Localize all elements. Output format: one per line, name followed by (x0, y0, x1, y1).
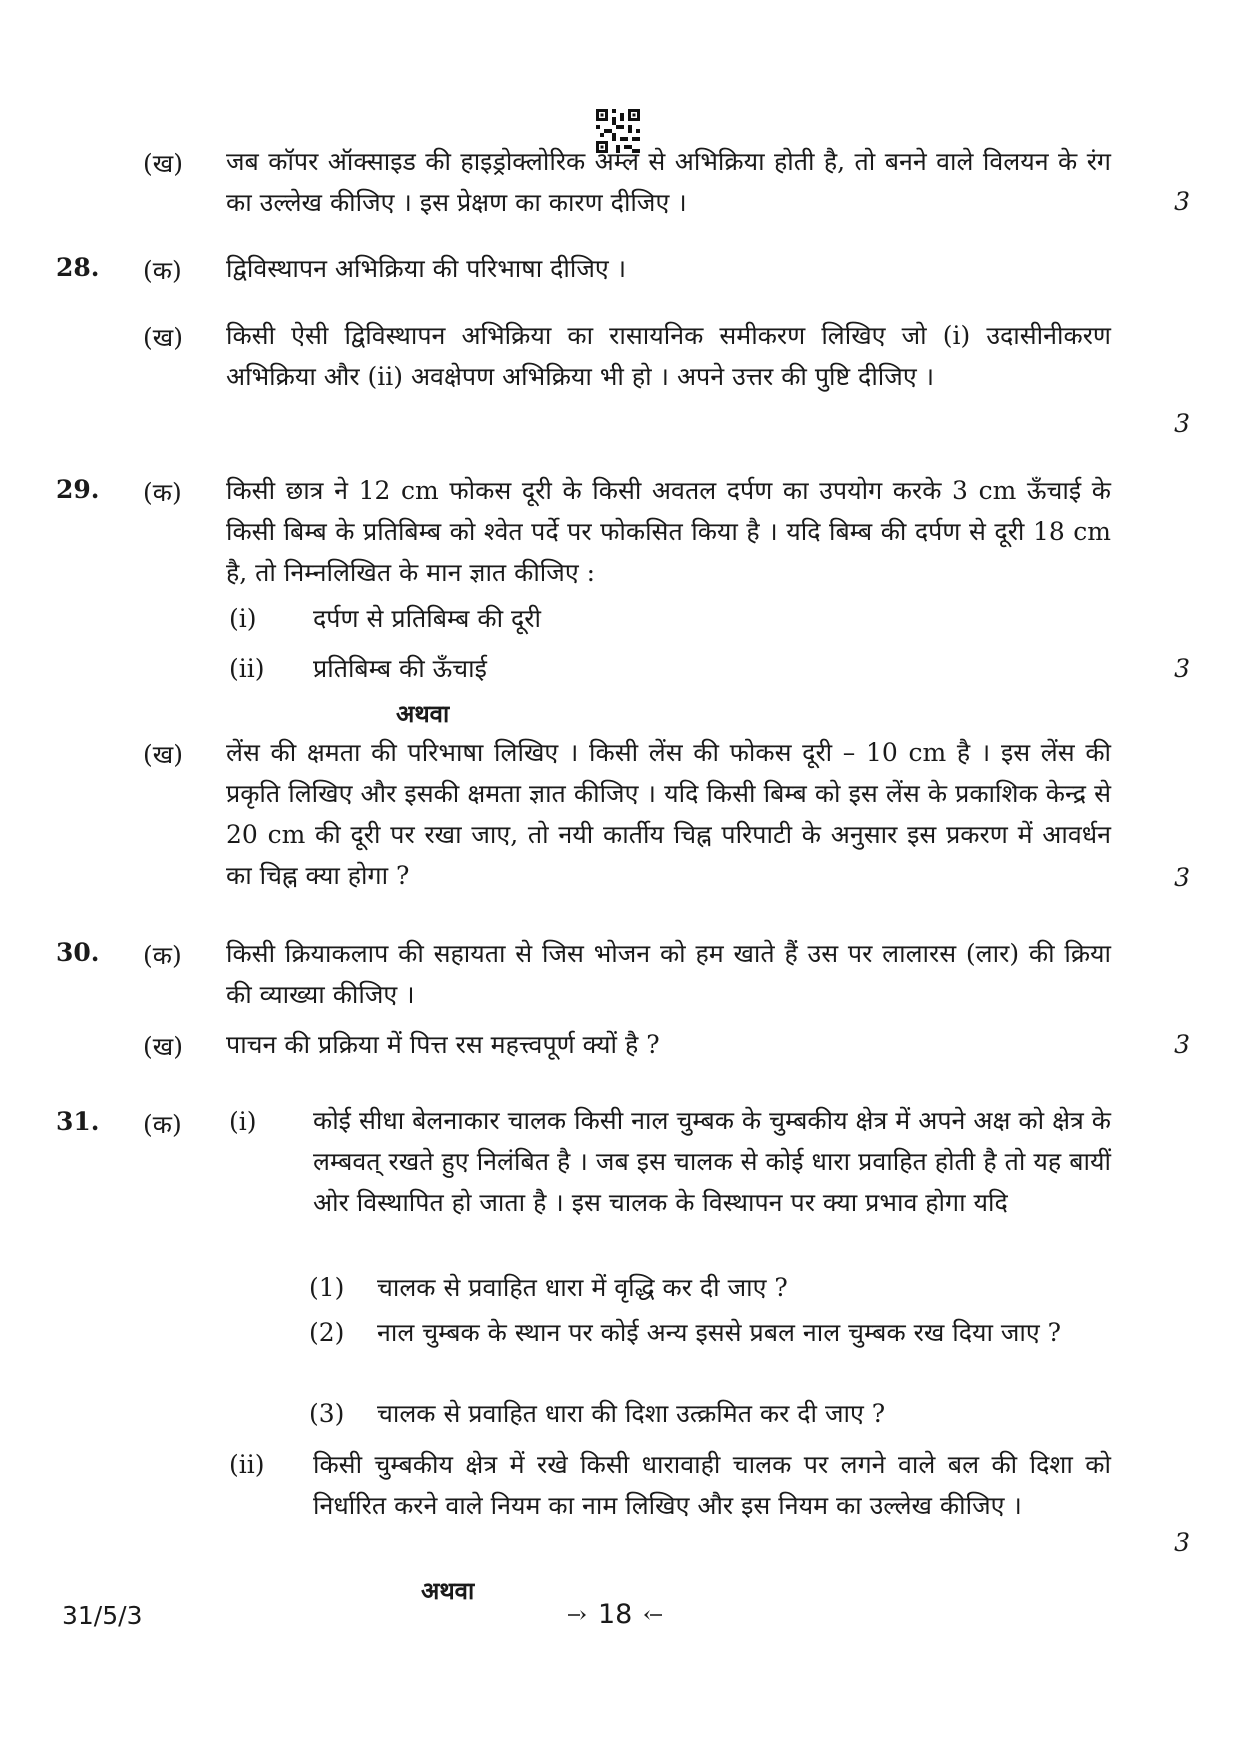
q31-i-text: कोई सीधा बेलनाकार चालक किसी नाल चुम्बक के चुम्बकीय क्षेत्र में अपने अक्ष को क्षेत्र के लम्बवत् रखते हुए निलंबित है । जब इस चालक से कोई धारा प्रवाहित होती है तो यह बायीं ओर विस्थापित हो जाता है । इस चालक के विस्थापन पर क्या प्रभाव होगा यदि (313, 1106, 1111, 1217)
q31-or: अथवा (421, 1576, 475, 1605)
q28-number: 28. (56, 253, 100, 282)
q31-sub1-label: (1) (309, 1273, 345, 1302)
q31-sub3-text: चालक से प्रवाहित धारा की दिशा उत्क्रमित कर दी जाए ? (377, 1399, 886, 1428)
q28-kha-label: (ख) (143, 323, 183, 352)
q29-kha-text: लेंस की क्षमता की परिभाषा लिखिए । किसी लेंस की फोकस दूरी – 10 cm है । इस लेंस की प्रकृति लिखिए और इसकी क्षमता ज्ञात कीजिए । यदि किसी बिम्ब को इस लेंस के प्रकाशिक केन्द्र से 20 cm की दूरी पर रखा जाए, तो नयी कार्तीय चिह्न परिपाटी के अनुसार इस प्रकरण में आवर्धन का चिह्न क्या होगा ? (226, 738, 1111, 890)
q29-i-text: दर्पण से प्रतिबिम्ब की दूरी (313, 604, 541, 633)
q28-kha-text: किसी ऐसी द्विविस्थापन अभिक्रिया का रासायनिक समीकरण लिखिए जो (i) उदासीनीकरण अभिक्रिया और (ii) अवक्षेपण अभिक्रिया भी हो । अपने उत्तर की पुष्टि दीजिए । (226, 321, 1111, 391)
q30-ka-label: (क) (143, 941, 182, 970)
q30-marks: 3 (1174, 1030, 1190, 1059)
q29-ii-text: प्रतिबिम्ब की ऊँचाई (313, 654, 487, 683)
q29-marks-a: 3 (1174, 654, 1190, 683)
q29-or: अथवा (396, 699, 450, 728)
q29-ka-text: किसी छात्र ने 12 cm फोकस दूरी के किसी अवतल दर्पण का उपयोग करके 3 cm ऊँचाई के किसी बिम्ब के प्रतिबिम्ब को श्वेत पर्दे पर फोकसित किया है । यदि बिम्ब की दर्पण से दूरी 18 cm है, तो निम्नलिखित के मान ज्ञात कीजिए : (226, 476, 1111, 587)
q31-ka-label: (क) (143, 1110, 182, 1139)
q31-sub1-text: चालक से प्रवाहित धारा में वृद्धि कर दी जाए ? (377, 1273, 788, 1302)
q29-marks-b: 3 (1174, 863, 1190, 892)
q29-ka-label: (क) (143, 478, 182, 507)
ornament-right-icon (640, 1609, 662, 1621)
ornament-left-icon (568, 1609, 590, 1621)
q31-ii-text: किसी चुम्बकीय क्षेत्र में रखे किसी धारावाही चालक पर लगने वाले बल की दिशा को निर्धारित करने वाले नियम का नाम लिखिए और इस नियम का उल्लेख कीजिए । (313, 1450, 1111, 1520)
q31-i-label: (i) (229, 1107, 257, 1136)
q28-ka-text: द्विविस्थापन अभिक्रिया की परिभाषा दीजिए । (226, 254, 627, 283)
q30-number: 30. (56, 938, 100, 967)
paper-code: 31/5/3 (62, 1601, 143, 1630)
q27-kha-label: (ख) (143, 149, 183, 178)
q29-i-label: (i) (229, 604, 257, 633)
q31-number: 31. (56, 1107, 100, 1136)
page-number-block (568, 1599, 662, 1630)
q28-ka-label: (क) (143, 256, 182, 285)
page-number: 18 (598, 1599, 633, 1630)
q29-number: 29. (56, 475, 100, 504)
q31-ii-label: (ii) (229, 1450, 265, 1479)
q27-marks: 3 (1174, 187, 1190, 216)
q30-kha-label: (ख) (143, 1032, 183, 1061)
q27-kha-text: जब कॉपर ऑक्साइड की हाइड्रोक्लोरिक अम्ल से अभिक्रिया होती है, तो बनने वाले विलयन के रंग का उल्लेख कीजिए । इस प्रेक्षण का कारण दीजिए । (226, 147, 1111, 217)
q30-ka-text: किसी क्रियाकलाप की सहायता से जिस भोजन को हम खाते हैं उस पर लालारस (लार) की क्रिया की व्याख्या कीजिए । (226, 939, 1111, 1009)
q31-marks: 3 (1174, 1528, 1190, 1557)
q31-sub2-text: नाल चुम्बक के स्थान पर कोई अन्य इससे प्रबल नाल चुम्बक रख दिया जाए ? (377, 1318, 1062, 1347)
q31-sub2-label: (2) (309, 1318, 345, 1347)
q28-marks: 3 (1174, 409, 1190, 438)
q30-kha-text: पाचन की प्रक्रिया में पित्त रस महत्त्वपूर्ण क्यों है ? (226, 1030, 660, 1059)
q31-sub3-label: (3) (309, 1399, 345, 1428)
q29-kha-label: (ख) (143, 740, 183, 769)
q29-ii-label: (ii) (229, 654, 265, 683)
